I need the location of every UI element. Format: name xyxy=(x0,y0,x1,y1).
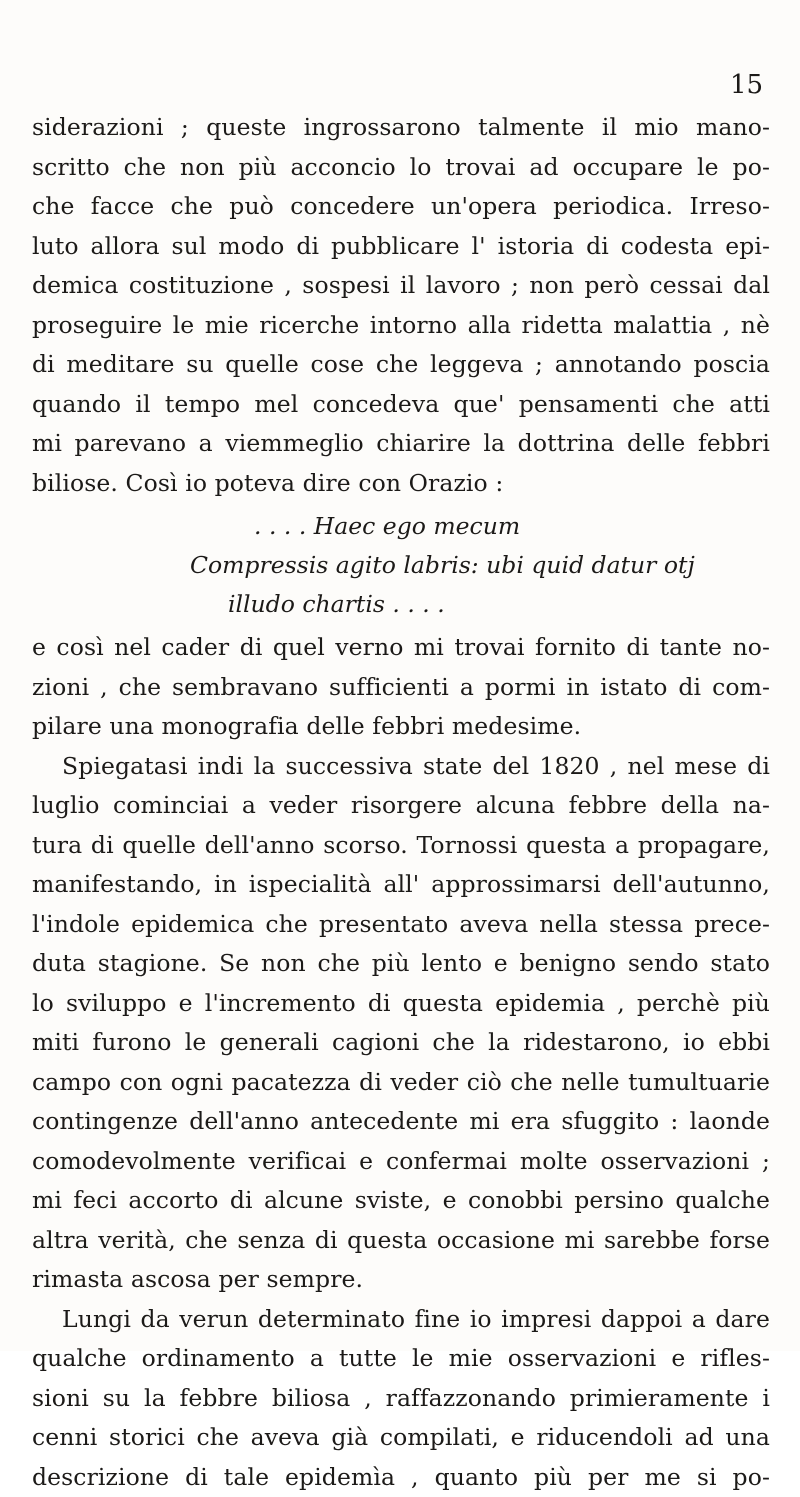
text-line: luglio cominciai a veder risorgere alcuna febbre della na- xyxy=(32,786,770,826)
text-line: lo sviluppo e l'incremento di questa epidemia , perchè più xyxy=(32,984,770,1024)
text-line: miti furono le generali cagioni che la ridestarono, io ebbi xyxy=(32,1023,770,1063)
text-line: pilare una monografia delle febbri medesime. xyxy=(32,707,770,747)
text-line: rimasta ascosa per sempre. xyxy=(32,1260,770,1300)
text-line: che facce che può concedere un'opera periodica. Irreso- xyxy=(32,187,770,227)
verse-line: illudo chartis . . . . xyxy=(32,585,770,624)
text-line: luto allora sul modo di pubblicare l' istoria di codesta epi- xyxy=(32,227,770,267)
paragraph-4 xyxy=(32,1300,770,1497)
text-line: proseguire le mie ricerche intorno alla ridetta malattia , nè xyxy=(32,306,770,346)
verse-line: . . . . Haec ego mecum xyxy=(32,507,770,546)
verse-line: Compressis agito labris: ubi quid datur otj xyxy=(32,546,770,585)
paragraph-2 xyxy=(32,628,770,747)
text-line: mi parevano a viemmeglio chiarire la dottrina delle febbri xyxy=(32,424,770,464)
text-line: contingenze dell'anno antecedente mi era sfuggito : laonde xyxy=(32,1102,770,1142)
text-line: biliose. Così io poteva dire con Orazio : xyxy=(32,464,770,504)
text-line: qualche ordinamento a tutte le mie osservazioni e rifles- xyxy=(32,1339,770,1379)
page-number: 15 xyxy=(730,72,763,98)
text-line: zioni , che sembravano sufficienti a pormi in istato di com- xyxy=(32,668,770,708)
text-line: cenni storici che aveva già compilati, e riducendoli ad una xyxy=(32,1418,770,1458)
text-line: altra verità, che senza di questa occasione mi sarebbe forse xyxy=(32,1221,770,1261)
paragraph-3 xyxy=(32,747,770,1300)
text-line: siderazioni ; queste ingrossarono talmente il mio mano- xyxy=(32,108,770,148)
text-line: duta stagione. Se non che più lento e benigno sendo stato xyxy=(32,944,770,984)
paragraph-1 xyxy=(32,108,770,503)
text-line: campo con ogni pacatezza di veder ciò che nelle tumultuarie xyxy=(32,1063,770,1103)
text-line: mi feci accorto di alcune sviste, e conobbi persino qualche xyxy=(32,1181,770,1221)
latin-quotation xyxy=(32,507,770,624)
text-line: l'indole epidemica che presentato aveva nella stessa prece- xyxy=(32,905,770,945)
body-text xyxy=(32,108,770,1497)
text-line: Lungi da verun determinato fine io impresi dappoi a dare xyxy=(32,1300,770,1340)
text-line: scritto che non più acconcio lo trovai ad occupare le po- xyxy=(32,148,770,188)
text-line: di meditare su quelle cose che leggeva ; annotando poscia xyxy=(32,345,770,385)
text-line: Spiegatasi indi la successiva state del 1820 , nel mese di xyxy=(32,747,770,787)
text-line: e così nel cader di quel verno mi trovai fornito di tante no- xyxy=(32,628,770,668)
text-line: quando il tempo mel concedeva que' pensamenti che atti xyxy=(32,385,770,425)
text-line: descrizione di tale epidemìa , quanto più per me si po- xyxy=(32,1458,770,1497)
text-line: tura di quelle dell'anno scorso. Tornossi questa a propagare, xyxy=(32,826,770,866)
text-line: demica costituzione , sospesi il lavoro ; non però cessai dal xyxy=(32,266,770,306)
text-line: manifestando, in ispecialità all' approssimarsi dell'autunno, xyxy=(32,865,770,905)
text-line: comodevolmente verificai e confermai molte osservazioni ; xyxy=(32,1142,770,1182)
text-line: sioni su la febbre biliosa , raffazzonando primieramente i xyxy=(32,1379,770,1419)
